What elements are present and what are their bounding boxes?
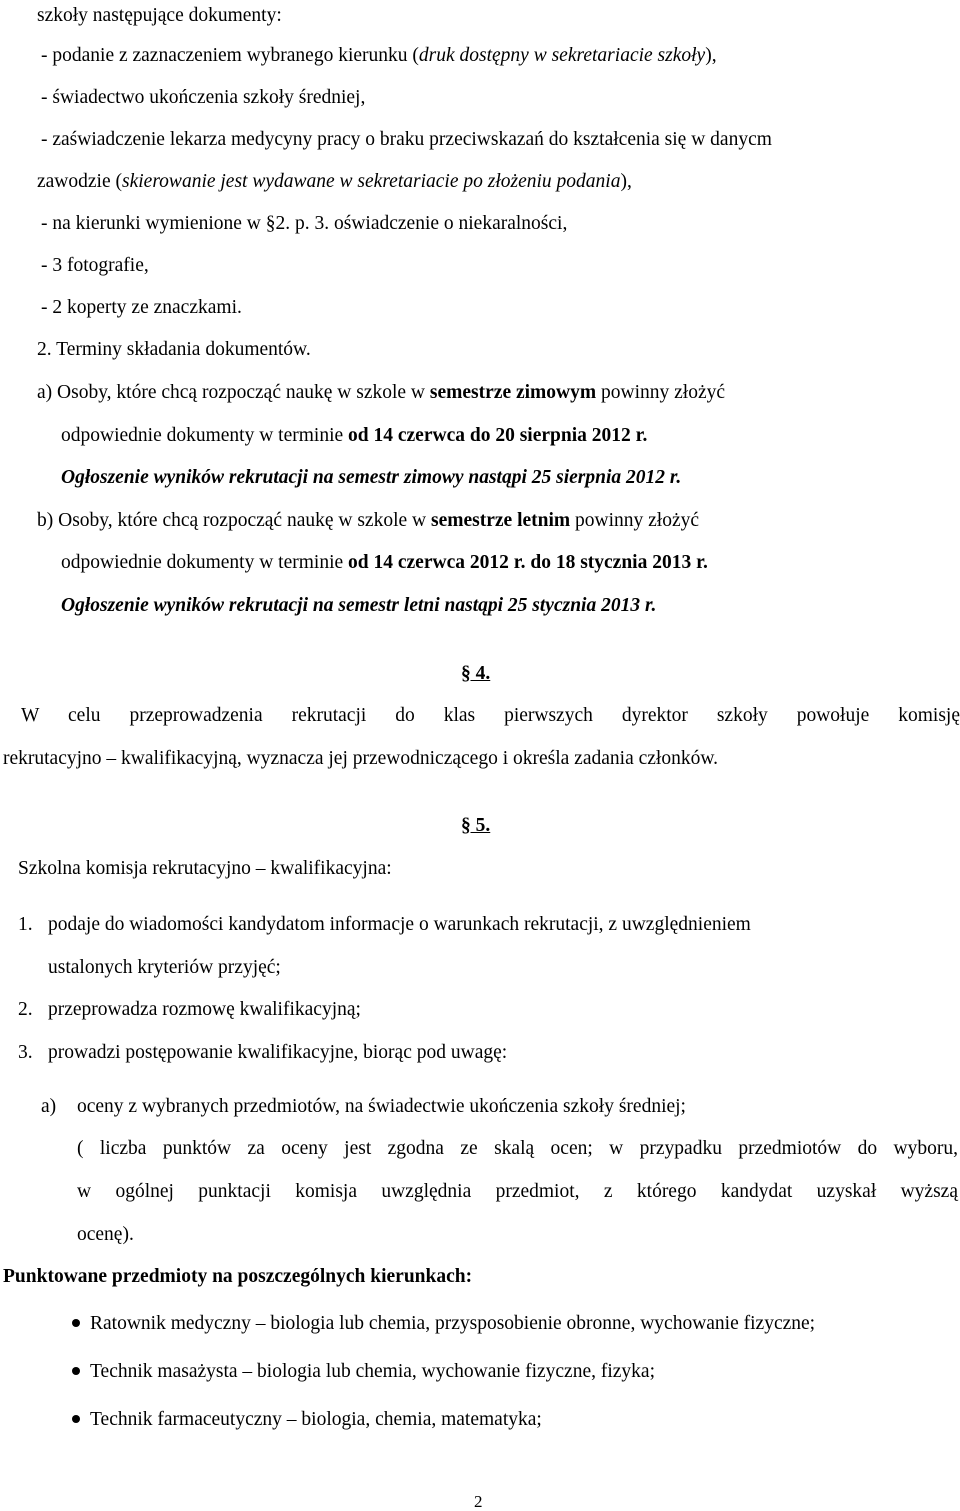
- task-text: przeprowadza rozmowę kwalifikacyjną;: [48, 999, 361, 1020]
- text: - podanie z zaznaczeniem wybranego kierunku (: [41, 45, 419, 66]
- committee-heading: Szkolna komisja rekrutacyjno – kwalifikacyjna:: [18, 858, 392, 879]
- text: powinny złożyć: [570, 510, 700, 531]
- page-number: 2: [474, 1492, 483, 1511]
- bullet-icon: [72, 1319, 80, 1327]
- text: zawodzie (: [37, 171, 122, 192]
- document-item-photos: - 3 fotografie,: [41, 255, 149, 276]
- text: powinny złożyć: [596, 382, 726, 403]
- criteria-line2: ( liczba punktów za oceny jest zgodna ze skalą ocen; w przypadku przedmiotów do wyboru,: [77, 1138, 958, 1159]
- scored-item: [72, 1362, 655, 1382]
- text: b) Osoby, które chcą rozpocząć naukę w szkole w: [37, 510, 431, 531]
- text: Technik masażysta – biologia lub chemia, wychowanie fizyczne, fizyka;: [90, 1361, 656, 1382]
- bold-term: semestrze letnim: [431, 510, 571, 531]
- text: ),: [620, 171, 632, 192]
- term-a-announcement: Ogłoszenie wyników rekrutacji na semestr zimowy nastąpi 25 sierpnia 2012 r.: [61, 467, 682, 488]
- term-a-line1: [37, 383, 725, 403]
- bold-term: semestrze zimowym: [429, 382, 597, 403]
- scored-item: [72, 1410, 542, 1430]
- text: a) Osoby, które chcą rozpocząć naukę w szkole w: [37, 382, 430, 403]
- task-text-cont: ustalonych kryteriów przyjęć;: [48, 957, 281, 978]
- terms-heading: 2. Terminy składania dokumentów.: [37, 339, 311, 360]
- document-item-certificate: - świadectwo ukończenia szkoły średniej,: [41, 87, 366, 108]
- section-4-label: § 4.: [461, 663, 491, 684]
- term-b-line1: [37, 511, 699, 531]
- criteria-line1: oceny z wybranych przedmiotów, na świadectwie ukończenia szkoły średniej;: [77, 1096, 686, 1117]
- criteria-line4: ocenę).: [77, 1224, 134, 1245]
- bullet-icon: [72, 1367, 80, 1375]
- term-b-line2: [61, 553, 708, 573]
- italic-note: druk dostępny w sekretariacie szkoły: [418, 45, 706, 66]
- task-number: 2.: [18, 999, 33, 1020]
- term-b-announcement: Ogłoszenie wyników rekrutacji na semestr letni nastąpi 25 stycznia 2013 r.: [61, 595, 657, 616]
- italic-note: skierowanie jest wydawane w sekretariacie po złożeniu podania: [122, 171, 621, 192]
- text: ),: [705, 45, 717, 66]
- bold-dates: od 14 czerwca do 20 sierpnia 2012 r.: [348, 425, 648, 446]
- task-number: 3.: [18, 1042, 33, 1063]
- text: odpowiednie dokumenty w terminie: [61, 552, 349, 573]
- document-item-medical: - zaświadczenie lekarza medycyny pracy o braku przeciwskazań do kształcenia się w danycm: [41, 129, 772, 150]
- term-a-line2: [61, 426, 647, 446]
- criteria-label: a): [41, 1096, 57, 1117]
- bold-dates: od 14 czerwca 2012 r. do 18 stycznia 2013 r.: [348, 552, 708, 573]
- scored-item: [72, 1314, 815, 1334]
- section-4-text-line2: rekrutacyjno – kwalifikacyjną, wyznacza jej przewodniczącego i określa zadania członków.: [3, 748, 719, 769]
- document-item-envelopes: - 2 koperty ze znaczkami.: [41, 297, 242, 318]
- document-item-statement: - na kierunki wymienione w §2. p. 3. oświadczenie o niekaralności,: [41, 213, 568, 234]
- section-5-label: § 5.: [461, 815, 491, 836]
- section-4-text-line1: W celu przeprowadzenia rekrutacji do klas pierwszych dyrektor szkoły powołuje komisję: [21, 705, 960, 726]
- document-item-application: [41, 46, 717, 66]
- criteria-line3: w ogólnej punktacji komisja uwzględnia przedmiot, z którego kandydat uzyskał wyższą: [77, 1181, 958, 1202]
- document-item-medical-cont: [37, 172, 632, 192]
- bullet-icon: [72, 1415, 80, 1423]
- task-number: 1.: [18, 914, 33, 935]
- scored-heading: Punktowane przedmioty na poszczególnych kierunkach:: [3, 1266, 473, 1287]
- intro-line: szkoły następujące dokumenty:: [37, 5, 282, 26]
- text: Technik farmaceutyczny – biologia, chemia, matematyka;: [90, 1409, 542, 1430]
- task-text: podaje do wiadomości kandydatom informacje o warunkach rekrutacji, z uwzględnieniem: [48, 914, 751, 935]
- task-text: prowadzi postępowanie kwalifikacyjne, biorąc pod uwagę:: [48, 1042, 508, 1063]
- text: Ratownik medyczny – biologia lub chemia, przysposobienie obronne, wychowanie fizyczne;: [90, 1313, 816, 1334]
- text: odpowiednie dokumenty w terminie: [61, 425, 349, 446]
